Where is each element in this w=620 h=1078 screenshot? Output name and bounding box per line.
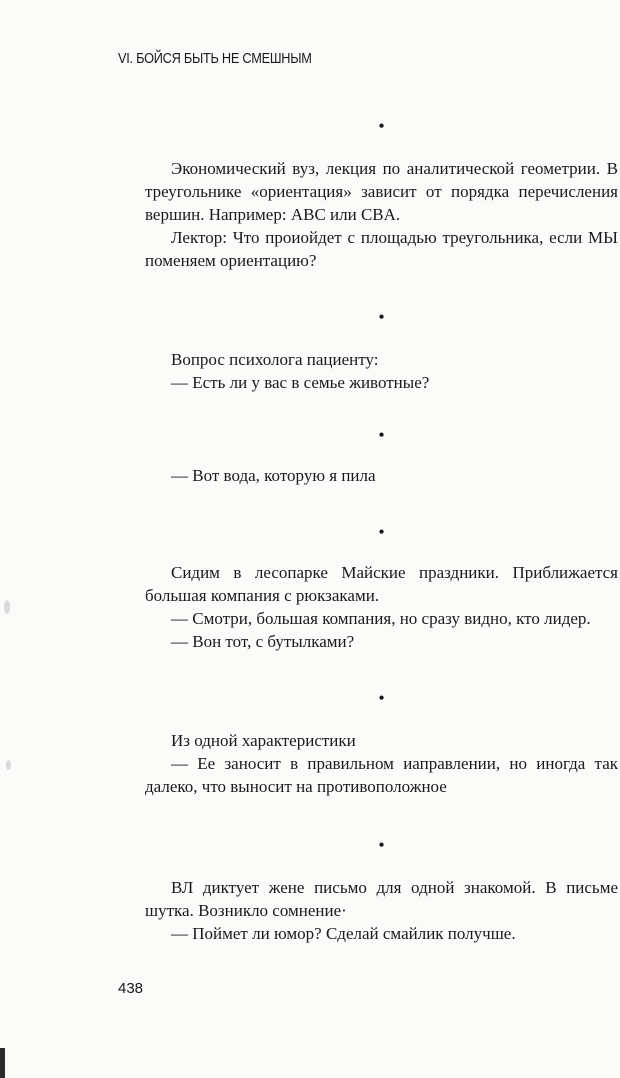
paragraph: Из одной характеристики [171,731,356,750]
paragraph: Вопрос психолога пациенту: [171,350,379,369]
anecdote-block [145,561,618,653]
paragraph: Сидим в лесопарке Майские праздники. Приближается большая компания с рюкзаками. [145,563,618,605]
section-separator: • [378,425,385,445]
paragraph: — Есть ли у вас в семье животные? [171,373,430,392]
paragraph: — Поймет ли юмор? Сделай смайлик получше. [171,924,516,943]
scan-speck [4,600,10,614]
page-number: 438 [118,980,144,997]
section-separator: • [378,835,385,855]
paragraph: — Смотри, большая компания, но сразу видно, кто лидер. [171,609,591,628]
paragraph: — Вон тот, с бутылками? [171,632,355,651]
scan-edge-mark [0,1048,5,1078]
section-separator: • [378,307,385,327]
anecdote-block [145,348,618,394]
paragraph: — Вот вода, которую я пила [171,466,376,485]
scan-speck [6,760,11,770]
paragraph: — Ее заносит в правильном иаправлении, но иногда так далеко, что выносит на противоположное [145,754,618,796]
anecdote-block [145,464,618,487]
page-content [145,115,618,945]
section-separator: • [378,116,385,136]
paragraph: ВЛ диктует жене письмо для одной знакомой. В письме шутка. Возникло сомнение· [145,878,618,920]
anecdote-block [145,876,618,945]
paragraph: Экономический вуз, лекция по аналитической геометрии. В треугольнике «ориентация» зависит от порядка перечисления вершин. Например: ABC или CBA. [145,159,618,224]
running-head: VI. БОЙСЯ БЫТЬ НЕ СМЕШНЫМ [118,50,312,67]
anecdote-block [145,157,618,272]
paragraph: Лектор: Что проиойдет с площадью треугольника, если МЫ поменяем ориентацию? [145,228,618,270]
section-separator: • [378,688,385,708]
section-separator: • [378,522,385,542]
anecdote-block [145,729,618,798]
